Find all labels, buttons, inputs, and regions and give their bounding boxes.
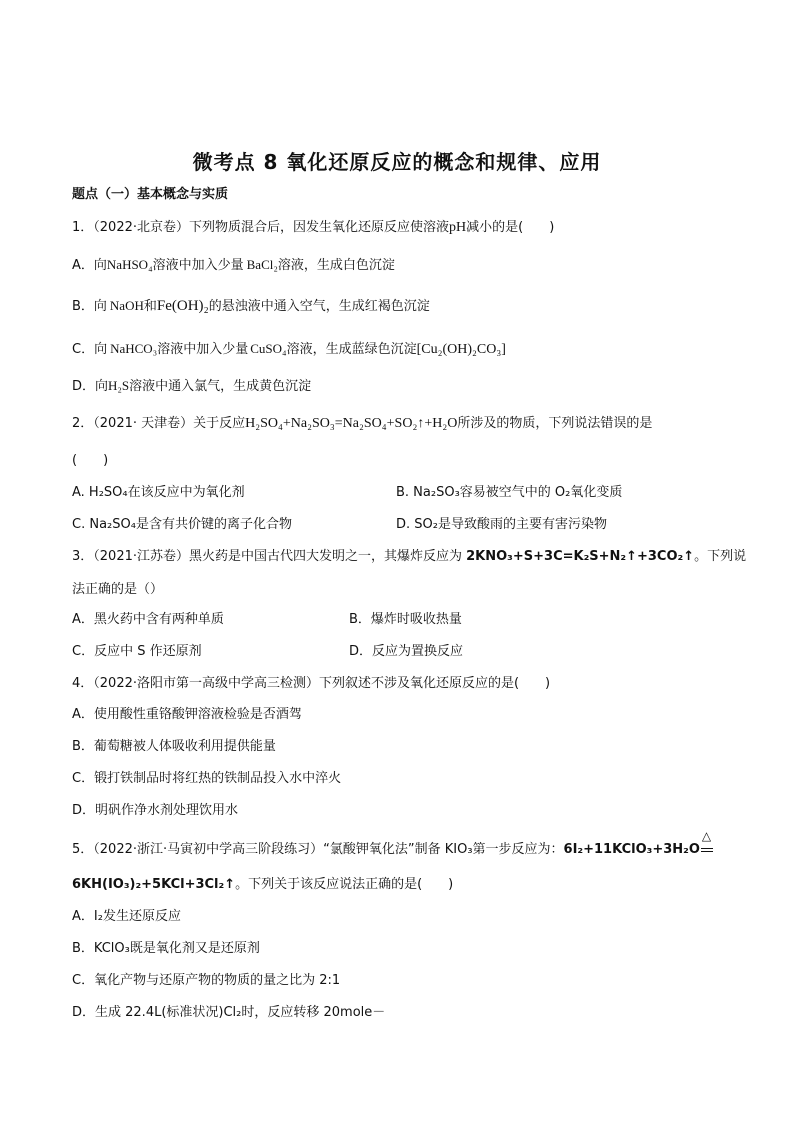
- question-3-line-2: 法正确的是（）: [72, 582, 164, 597]
- equals-bottom-line: [701, 851, 713, 852]
- q1-stem-post: 减小的是( ): [466, 220, 555, 235]
- q4-option-d: D．明矾作净水剂处理饮用水: [72, 803, 239, 818]
- section-heading: 题点（一）基本概念与实质: [72, 187, 229, 202]
- q1-c-formula-1: NaHCO₃: [110, 341, 158, 356]
- q1-a-mid: 溶液中加入少量: [152, 258, 244, 273]
- q1-b-formula-2: Fe(OH)₂: [156, 298, 209, 314]
- q1-c-formula-2: CuSO₄: [250, 341, 287, 356]
- equals-top-line: [701, 848, 713, 849]
- q1-c-post: 溶液，生成蓝绿色沉淀: [286, 342, 417, 357]
- q1-d-post: 溶液中通入氯气，生成黄色沉淀: [129, 379, 312, 394]
- q5-option-c: C．氧化产物与还原产物的物质的量之比为 2:1: [72, 973, 341, 988]
- q1-a-formula-2: BaCl₂: [246, 257, 278, 272]
- q2-option-c: C. Na₂SO₄是含有共价键的离子化合物: [72, 517, 292, 532]
- q3-equation: 2KNO₃+S+3C=K₂S+N₂↑+3CO₂↑: [466, 549, 695, 564]
- q3-line1-pre: 3．（2021·江苏卷）黑火药是中国古代四大发明之一，其爆炸反应为: [72, 549, 467, 564]
- question-5-line-1: [72, 829, 716, 858]
- q3-option-a: A．黑火药中含有两种单质: [72, 612, 224, 627]
- q1-option-d: [72, 378, 311, 395]
- q1-b-post: 的悬浊液中通入空气，生成红褐色沉淀: [208, 299, 430, 314]
- page-title: 微考点 8 氧化还原反应的概念和规律、应用: [192, 150, 602, 174]
- q3-option-d: D．反应为置换反应: [349, 644, 464, 659]
- q1-stem-text: 1．（2022·北京卷）下列物质混合后，因发生氧化还原反应使溶液: [72, 220, 449, 235]
- q1-a-pre: A．向: [72, 258, 107, 273]
- q1-d-pre: D．向: [72, 379, 109, 394]
- q2-paren: ( ): [72, 453, 109, 468]
- q4-option-a: A．使用酸性重铬酸钾溶液检验是否酒驾: [72, 707, 302, 722]
- q2-stem-post: 所涉及的物质，下列说法错误的是: [457, 416, 653, 431]
- q1-a-post: 溶液，生成白色沉淀: [277, 258, 395, 273]
- q3-option-b: B．爆炸时吸收热量: [349, 612, 462, 627]
- q5-equation-right: 6KH(IO₃)₂+5KCl+3Cl₂↑: [72, 877, 236, 892]
- q3-line1-post: 。下列说: [694, 549, 747, 564]
- q5-equation-left: 6I₂+11KClO₃+3H₂O: [563, 842, 700, 857]
- q1-option-a: [72, 257, 395, 274]
- q2-equation: H₂SO₄+Na₂SO₃=Na₂SO₄+SO₂↑+H₂O: [245, 416, 458, 431]
- q1-option-c: [72, 341, 506, 358]
- q1-a-formula-1: NaHSO₄: [106, 257, 153, 272]
- q1-c-pre: C．向: [72, 342, 108, 357]
- q2-option-d: D. SO₂是导致酸雨的主要有害污染物: [396, 517, 607, 532]
- q1-b-formula-1: NaOH: [109, 298, 144, 313]
- q1-c-formula-3: [Cu₂(OH)₂CO₃]: [416, 342, 506, 357]
- q4-option-b: B．葡萄糖被人体吸收利用提供能量: [72, 739, 276, 754]
- question-5-line-2: [72, 877, 453, 893]
- heat-triangle-icon: △: [701, 829, 712, 843]
- q5-option-a: A．I₂发生还原反应: [72, 909, 181, 924]
- question-4-stem: 4．（2022·洛阳市第一高级中学高三检测）下列叙述不涉及氧化还原反应的是( ): [72, 676, 551, 691]
- q2-option-a: A. H₂SO₄在该反应中为氧化剂: [72, 485, 245, 500]
- q2-option-b: B. Na₂SO₃容易被空气中的 O₂氧化变质: [396, 485, 623, 500]
- q5-line2-post: 。下列关于该反应说法正确的是( ): [235, 877, 454, 892]
- q3-option-c: C．反应中 S 作还原剂: [72, 644, 202, 659]
- question-3-line-1: [72, 549, 746, 565]
- q1-c-mid: 溶液中加入少量: [157, 342, 249, 357]
- question-2-stem: [72, 416, 652, 432]
- q5-option-d: D．生成 22.4L(标准状况)Cl₂时，反应转移 20mole－: [72, 1005, 386, 1020]
- q2-stem-pre: 2．（2021· 天津卷）关于反应: [72, 416, 246, 431]
- q5-line1-pre: 5．（2022·浙江·马寅初中学高三阶段练习）“氯酸钾氧化法”制备 KIO₃第一步反应为：: [72, 842, 564, 857]
- q1-option-b: [72, 298, 430, 315]
- q1-d-formula: H₂S: [108, 378, 130, 393]
- q5-option-b: B．KClO₃既是氧化剂又是还原剂: [72, 941, 260, 956]
- q1-b-mid: 和: [143, 299, 157, 314]
- q5-heat-equals: [700, 829, 716, 858]
- q1-b-pre: B．向: [72, 299, 107, 314]
- q4-option-c: C．锻打铁制品时将红热的铁制品投入水中淬火: [72, 771, 342, 786]
- question-1-stem: [72, 220, 554, 236]
- q1-ph: pH: [449, 220, 467, 235]
